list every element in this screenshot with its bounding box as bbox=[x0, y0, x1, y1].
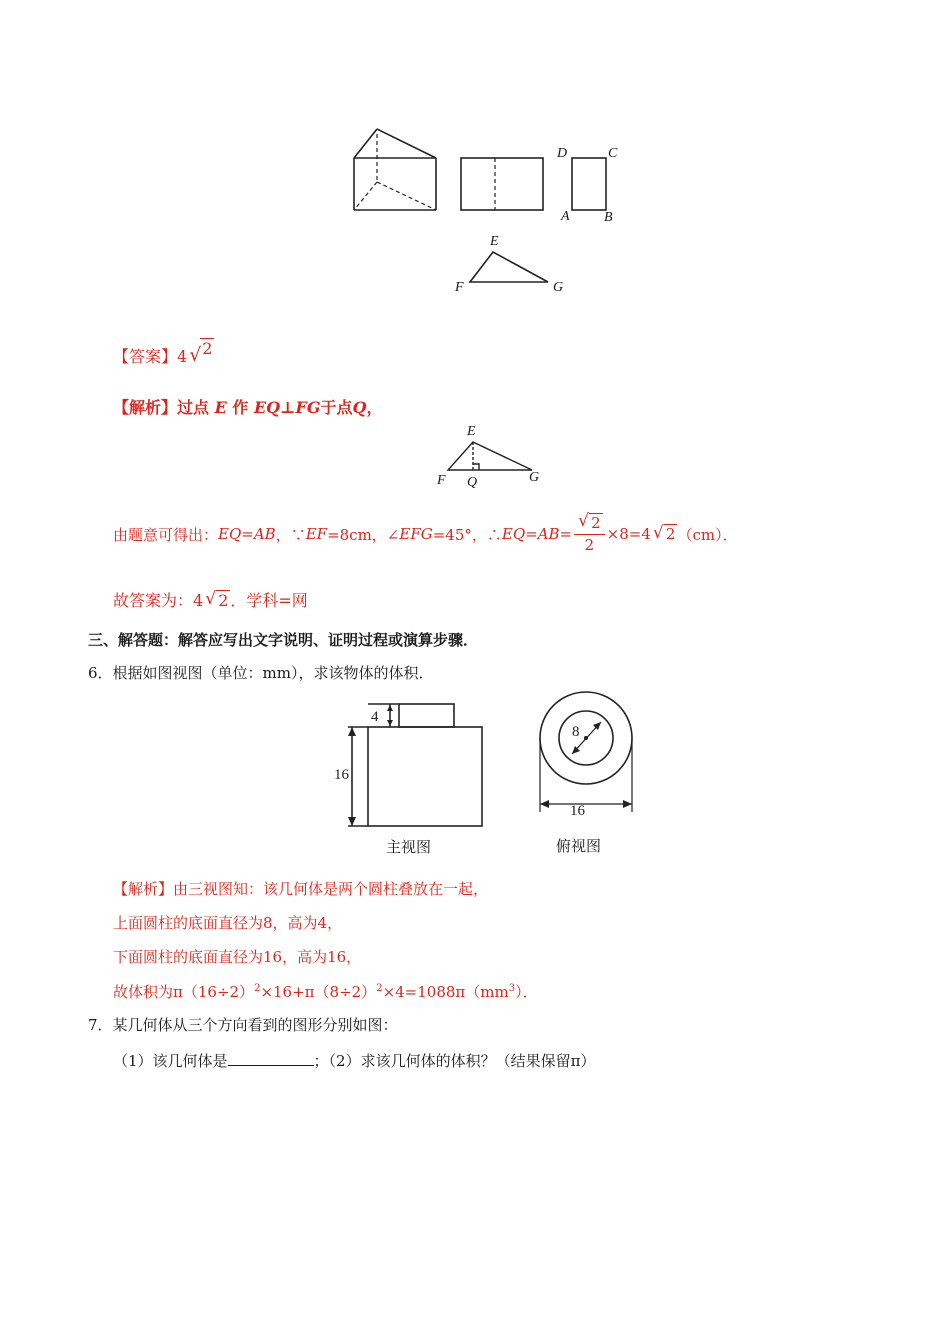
answer-sqrt: √ 2 bbox=[189, 339, 213, 366]
fig2-label-g: G bbox=[529, 470, 540, 485]
answer-line bbox=[113, 339, 214, 367]
q6-analysis-tag: 【解析】 bbox=[113, 880, 174, 898]
sqrt2-final: √ 2 bbox=[205, 589, 229, 610]
q7-answer-blank[interactable] bbox=[228, 1049, 314, 1066]
sqrt2-over-2: √ 2 2 bbox=[574, 513, 605, 555]
label-c: C bbox=[608, 146, 618, 161]
label-e: E bbox=[490, 234, 499, 249]
q6-text: 6．根据如图视图（单位：mm），求该物体的体积． bbox=[88, 664, 434, 682]
analysis1-line2: 由题意可得出： EQ=AB ，∵ EF =8cm，∠ EFG =45°，∴ EQ=AB = √ 2 2 ×8=4 √ 2 （cm）． bbox=[113, 511, 738, 554]
front-caption: 主视图 bbox=[386, 838, 432, 856]
label-b: B bbox=[604, 210, 613, 225]
analysis1-line1: 【解析】过点 E 作 EQ⊥FG于点Q， bbox=[113, 398, 383, 417]
triangle-efg bbox=[470, 252, 548, 282]
q6-analysis-4: 故体积为$\pi(16\div 2)^2\times 16+\pi(8\div 2)^2\times 4=1088\pi(mm^3)$． bbox=[113, 983, 538, 1001]
section3-heading: 三、解答题：解答应写出文字说明、证明过程或演算步骤． bbox=[88, 631, 479, 649]
front-dim-top: 4 bbox=[371, 709, 379, 725]
q6-analysis-1: 【解析】由三视图知：该几何体是两个圆柱叠放在一起， bbox=[113, 880, 489, 898]
q7-text: 7．某几何体从三个方向看到的图形分别如图： bbox=[88, 1016, 398, 1034]
label-d: D bbox=[557, 146, 568, 161]
fig2-label-f: F bbox=[437, 473, 446, 488]
label-a: A bbox=[561, 209, 570, 224]
side-view-rect bbox=[572, 158, 606, 210]
label-f: F bbox=[455, 280, 464, 295]
top-dim-inner: 8 bbox=[572, 724, 580, 740]
prism-figure bbox=[354, 129, 436, 210]
fig2-label-e: E bbox=[467, 424, 476, 439]
q6-top-view bbox=[530, 690, 645, 825]
q7-parts: （1）该几何体是 ；（2）求该几何体的体积？（结果保留π） bbox=[113, 1049, 595, 1071]
fig2-label-q: Q bbox=[467, 475, 478, 490]
front-view-rect bbox=[461, 158, 543, 210]
top-figures bbox=[340, 120, 630, 305]
top-dim-outer: 16 bbox=[570, 803, 585, 819]
top-caption: 俯视图 bbox=[556, 837, 602, 855]
sqrt2: √ 2 bbox=[652, 523, 676, 543]
q6-analysis-3: 下面圆柱的底面直径为16，高为16， bbox=[113, 948, 362, 966]
answer-coef: 4 bbox=[177, 347, 188, 366]
q6-analysis-2: 上面圆柱的底面直径为8，高为4， bbox=[113, 914, 343, 932]
answer-tag: 【答案】 bbox=[113, 347, 178, 366]
analysis1-tag: 【解析】 bbox=[113, 398, 178, 417]
analysis1-line3: 故答案为：4 √ 2 ．学科=网 bbox=[113, 589, 308, 610]
label-g: G bbox=[553, 280, 564, 295]
front-dim-side: 16 bbox=[334, 767, 349, 783]
